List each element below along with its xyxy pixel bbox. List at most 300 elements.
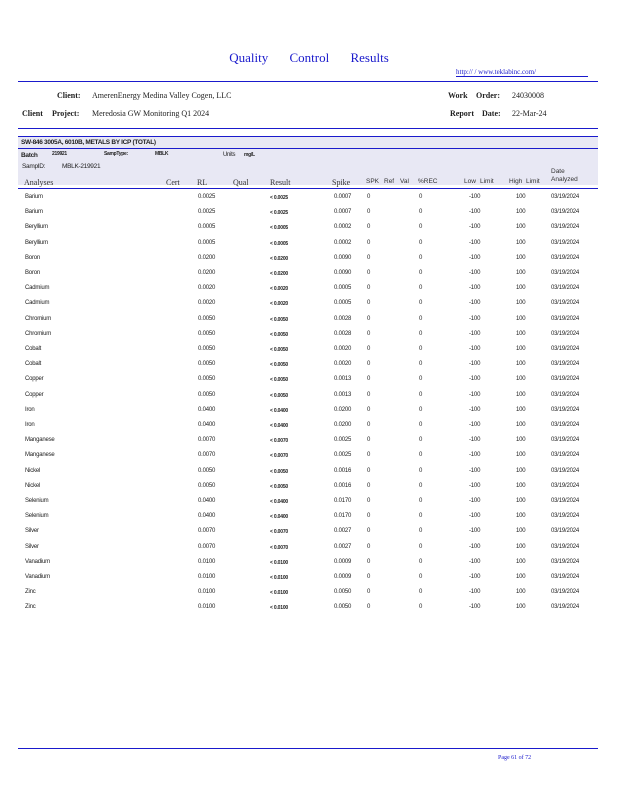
cell-spk: 0 — [367, 543, 371, 550]
cell-spike: 0.0020 — [334, 346, 352, 352]
cell-spike: 0.0020 — [334, 361, 352, 368]
cell-result: < 0.0050 — [270, 316, 289, 323]
col-rec: %REC — [418, 178, 438, 185]
cell-rl: 0.0100 — [198, 604, 216, 611]
cell-high-limit: 100 — [516, 452, 526, 459]
cell-rl: 0.0025 — [198, 209, 216, 216]
cell-result: < 0.0100 — [270, 605, 289, 612]
cell-high-limit: 100 — [516, 239, 526, 246]
cell-spk: 0 — [367, 194, 371, 200]
cell-result: < 0.0050 — [270, 483, 289, 490]
samptype-value: MBLK — [155, 151, 169, 157]
cell-spk: 0 — [367, 406, 371, 413]
cell-spike: 0.0170 — [334, 513, 352, 520]
cell-low-limit: -100 — [469, 422, 481, 428]
cell-high-limit: 100 — [516, 270, 526, 276]
cell-analyte: Silver — [25, 543, 39, 550]
cell-spike: 0.0200 — [334, 422, 352, 428]
cell-rl: 0.0050 — [198, 361, 216, 368]
table-row — [0, 544, 618, 559]
cell-result: < 0.0100 — [270, 575, 289, 581]
table-row — [0, 224, 618, 239]
samptype-label: SampType: — [104, 151, 128, 157]
cell-date-analyzed: 03/19/2024 — [551, 346, 580, 352]
cell-rl: 0.0070 — [198, 452, 216, 459]
client-value: AmerenEnergy Medina Valley Cogen, LLC — [92, 91, 232, 100]
cell-result: < 0.0400 — [270, 499, 289, 505]
cell-high-limit: 100 — [516, 498, 526, 504]
cell-low-limit: -100 — [469, 589, 481, 596]
cell-low-limit: -100 — [469, 270, 481, 276]
cell-rec: 0 — [419, 604, 423, 611]
table-row — [0, 437, 618, 452]
table-row — [0, 407, 618, 422]
table-row — [0, 604, 618, 619]
cell-high-limit: 100 — [516, 437, 526, 444]
cell-analyte: Copper — [25, 391, 44, 398]
cell-analyte: Vanadium — [25, 574, 50, 580]
client-label: Client: — [57, 91, 81, 100]
cell-rec: 0 — [419, 452, 423, 459]
cell-date-analyzed: 03/19/2024 — [551, 300, 580, 307]
cell-rec: 0 — [419, 589, 423, 596]
units-value: mg/L — [244, 152, 255, 158]
cell-analyte: Zinc — [25, 604, 36, 611]
cell-rec: 0 — [419, 482, 423, 489]
cell-spk: 0 — [367, 574, 371, 580]
table-row — [0, 589, 618, 604]
cell-low-limit: -100 — [469, 528, 481, 535]
sampid-value: MBLK-219921 — [62, 163, 101, 170]
report-label: Report — [450, 109, 474, 118]
col-cert: Cert — [166, 178, 180, 187]
cell-spk: 0 — [367, 437, 371, 444]
cell-rec: 0 — [419, 391, 423, 398]
cell-spk: 0 — [367, 422, 371, 428]
cell-low-limit: -100 — [469, 239, 481, 246]
table-row — [0, 452, 618, 467]
cell-low-limit: -100 — [469, 558, 481, 565]
table-row — [0, 498, 618, 513]
cell-high-limit: 100 — [516, 285, 526, 292]
header-divider — [18, 81, 598, 82]
cell-rec: 0 — [419, 239, 423, 246]
cell-analyte: Boron — [25, 270, 41, 276]
cell-analyte: Beryllium — [25, 239, 48, 246]
cell-rl: 0.0070 — [198, 543, 216, 550]
cell-rl: 0.0100 — [198, 589, 216, 596]
lab-url-link[interactable]: http:// / www.teklabinc.com/ — [456, 68, 588, 77]
cell-spk: 0 — [367, 361, 371, 368]
table-row — [0, 209, 618, 224]
cell-rec: 0 — [419, 422, 423, 428]
cell-analyte: Cobalt — [25, 346, 42, 352]
cell-rl: 0.0070 — [198, 528, 216, 535]
cell-analyte: Nickel — [25, 482, 41, 489]
table-row — [0, 194, 618, 209]
cell-rl: 0.0050 — [198, 467, 216, 474]
col-low-limit: Limit — [480, 178, 494, 185]
cell-result: < 0.0400 — [270, 407, 289, 414]
cell-low-limit: -100 — [469, 543, 481, 550]
cell-spike: 0.0025 — [334, 452, 352, 459]
columns-divider — [18, 188, 598, 189]
cell-spk: 0 — [367, 270, 371, 276]
cell-rec: 0 — [419, 315, 423, 322]
cell-spike: 0.0050 — [334, 604, 352, 611]
method-title: SW-846 3005A, 6010B, METALS BY ICP (TOTAL) — [21, 139, 156, 146]
cell-result: < 0.0020 — [270, 286, 289, 293]
project-label: Project: — [52, 109, 80, 118]
cell-result: < 0.0020 — [270, 301, 289, 308]
cell-low-limit: -100 — [469, 254, 481, 261]
cell-analyte: Cadmium — [25, 300, 50, 307]
cell-analyte: Chromium — [25, 315, 52, 322]
cell-low-limit: -100 — [469, 194, 481, 200]
cell-spike: 0.0090 — [334, 270, 352, 276]
cell-result: < 0.0070 — [270, 438, 289, 445]
table-row — [0, 483, 618, 498]
cell-high-limit: 100 — [516, 406, 526, 413]
cell-date-analyzed: 03/19/2024 — [551, 239, 580, 246]
cell-low-limit: -100 — [469, 452, 481, 459]
cell-rl: 0.0050 — [198, 330, 216, 337]
cell-analyte: Vanadium — [25, 558, 50, 565]
cell-high-limit: 100 — [516, 224, 526, 231]
cell-rec: 0 — [419, 254, 423, 261]
cell-low-limit: -100 — [469, 285, 481, 292]
date-label: Date: — [482, 109, 501, 118]
cell-date-analyzed: 03/19/2024 — [551, 422, 580, 428]
cell-rl: 0.0050 — [198, 482, 216, 489]
table-row — [0, 392, 618, 407]
cell-result: < 0.0005 — [270, 225, 289, 232]
cell-low-limit: -100 — [469, 361, 481, 368]
cell-rec: 0 — [419, 224, 423, 231]
cell-high-limit: 100 — [516, 513, 526, 520]
cell-high-limit: 100 — [516, 482, 526, 489]
sampid-label: SampID: — [22, 163, 46, 170]
table-row — [0, 513, 618, 528]
cell-spk: 0 — [367, 498, 371, 504]
cell-analyte: Iron — [25, 406, 35, 413]
cell-spike: 0.0050 — [334, 589, 352, 596]
table-row — [0, 528, 618, 543]
col-rl: RL — [197, 178, 208, 187]
cell-low-limit: -100 — [469, 467, 481, 474]
cell-rec: 0 — [419, 376, 423, 383]
cell-date-analyzed: 03/19/2024 — [551, 194, 580, 200]
table-row — [0, 331, 618, 346]
cell-rl: 0.0400 — [198, 406, 216, 413]
cell-high-limit: 100 — [516, 376, 526, 383]
cell-spike: 0.0007 — [334, 209, 352, 216]
cell-rl: 0.0005 — [198, 239, 216, 246]
cell-date-analyzed: 03/19/2024 — [551, 376, 580, 383]
table-row — [0, 240, 618, 255]
table-row — [0, 346, 618, 361]
cell-spk: 0 — [367, 254, 371, 261]
cell-result: < 0.0050 — [270, 392, 289, 399]
title-word-results: Results — [350, 50, 389, 65]
cell-spk: 0 — [367, 300, 371, 307]
cell-rl: 0.0050 — [198, 346, 216, 352]
cell-rl: 0.0070 — [198, 437, 216, 444]
cell-high-limit: 100 — [516, 209, 526, 216]
cell-spk: 0 — [367, 315, 371, 322]
footer-divider — [18, 748, 598, 749]
cell-spk: 0 — [367, 346, 371, 352]
cell-spike: 0.0007 — [334, 194, 352, 200]
cell-spike: 0.0005 — [334, 285, 352, 292]
cell-result: < 0.0050 — [270, 331, 289, 338]
cell-low-limit: -100 — [469, 346, 481, 352]
cell-spike: 0.0025 — [334, 437, 352, 444]
cell-rl: 0.0100 — [198, 558, 216, 565]
cell-result: < 0.0005 — [270, 240, 289, 247]
cell-spk: 0 — [367, 391, 371, 398]
cell-rl: 0.0200 — [198, 270, 216, 276]
cell-analyte: Silver — [25, 528, 39, 535]
cell-date-analyzed: 03/19/2024 — [551, 224, 580, 231]
cell-spike: 0.0005 — [334, 300, 352, 307]
cell-date-analyzed: 03/19/2024 — [551, 270, 580, 276]
col-analyzed: Analyzed — [551, 176, 578, 183]
table-row — [0, 376, 618, 391]
cell-rec: 0 — [419, 574, 423, 580]
cell-high-limit: 100 — [516, 558, 526, 565]
cell-analyte: Nickel — [25, 467, 41, 474]
cell-spike: 0.0028 — [334, 315, 352, 322]
cell-high-limit: 100 — [516, 543, 526, 550]
col-ref: Ref — [384, 178, 395, 185]
cell-date-analyzed: 03/19/2024 — [551, 482, 580, 489]
cell-analyte: Barium — [25, 194, 43, 200]
cell-spk: 0 — [367, 330, 371, 337]
cell-spk: 0 — [367, 224, 371, 231]
col-qual: Qual — [233, 178, 249, 187]
cell-rl: 0.0005 — [198, 224, 216, 231]
cell-high-limit: 100 — [516, 330, 526, 337]
cell-high-limit: 100 — [516, 300, 526, 307]
cell-date-analyzed: 03/19/2024 — [551, 574, 580, 580]
table-row — [0, 285, 618, 300]
cell-spike: 0.0009 — [334, 558, 352, 565]
cell-result: < 0.0050 — [270, 468, 289, 475]
cell-low-limit: -100 — [469, 498, 481, 504]
cell-spike: 0.0028 — [334, 330, 352, 337]
cell-date-analyzed: 03/19/2024 — [551, 513, 580, 520]
cell-result: < 0.0070 — [270, 529, 289, 536]
cell-spike: 0.0013 — [334, 391, 352, 398]
table-row — [0, 559, 618, 574]
units-label: Units — [223, 152, 236, 158]
cell-low-limit: -100 — [469, 482, 481, 489]
cell-result: < 0.0400 — [270, 514, 289, 521]
cell-date-analyzed: 03/19/2024 — [551, 558, 580, 565]
cell-rec: 0 — [419, 498, 423, 504]
cell-rl: 0.0400 — [198, 513, 216, 520]
cell-rec: 0 — [419, 558, 423, 565]
cell-analyte: Cadmium — [25, 285, 50, 292]
cell-spike: 0.0027 — [334, 528, 352, 535]
cell-date-analyzed: 03/19/2024 — [551, 285, 580, 292]
cell-analyte: Chromium — [25, 330, 52, 337]
cell-rec: 0 — [419, 270, 423, 276]
cell-result: < 0.0025 — [270, 210, 289, 217]
cell-date-analyzed: 03/19/2024 — [551, 528, 580, 535]
table-row — [0, 255, 618, 270]
cell-spk: 0 — [367, 376, 371, 383]
col-result: Result — [270, 178, 291, 187]
cell-date-analyzed: 03/19/2024 — [551, 452, 580, 459]
cell-result: < 0.0400 — [270, 423, 289, 429]
cell-spk: 0 — [367, 467, 371, 474]
cell-analyte: Boron — [25, 254, 41, 261]
cell-spk: 0 — [367, 239, 371, 246]
cell-analyte: Selenium — [25, 498, 49, 504]
cell-rl: 0.0050 — [198, 315, 216, 322]
col-spike: Spike — [332, 178, 351, 187]
col-low: Low — [464, 178, 476, 185]
cell-spike: 0.0002 — [334, 224, 352, 231]
cell-analyte: Barium — [25, 209, 43, 216]
cell-spk: 0 — [367, 452, 371, 459]
cell-high-limit: 100 — [516, 346, 526, 352]
cell-date-analyzed: 03/19/2024 — [551, 315, 580, 322]
cell-spike: 0.0170 — [334, 498, 352, 504]
cell-date-analyzed: 03/19/2024 — [551, 391, 580, 398]
section-divider — [18, 128, 598, 129]
cell-date-analyzed: 03/19/2024 — [551, 361, 580, 368]
cell-date-analyzed: 03/19/2024 — [551, 589, 580, 596]
cell-high-limit: 100 — [516, 467, 526, 474]
cell-date-analyzed: 03/19/2024 — [551, 604, 580, 611]
cell-high-limit: 100 — [516, 422, 526, 428]
col-high: High — [509, 178, 523, 185]
cell-rec: 0 — [419, 406, 423, 413]
cell-rec: 0 — [419, 330, 423, 337]
cell-spike: 0.0027 — [334, 543, 352, 550]
cell-result: < 0.0050 — [270, 347, 289, 353]
work-label: Work — [448, 91, 468, 100]
cell-result: < 0.0100 — [270, 559, 289, 566]
cell-high-limit: 100 — [516, 604, 526, 611]
cell-result: < 0.0050 — [270, 362, 289, 369]
table-row — [0, 316, 618, 331]
table-row — [0, 422, 618, 437]
cell-spk: 0 — [367, 482, 371, 489]
batch-label: Batch — [21, 152, 38, 159]
cell-low-limit: -100 — [469, 209, 481, 216]
cell-rec: 0 — [419, 346, 423, 352]
cell-spk: 0 — [367, 558, 371, 565]
cell-rl: 0.0025 — [198, 194, 216, 200]
cell-spike: 0.0002 — [334, 239, 352, 246]
cell-rec: 0 — [419, 209, 423, 216]
batch-value: 219921 — [52, 151, 67, 157]
cell-rl: 0.0050 — [198, 376, 216, 383]
table-row — [0, 361, 618, 376]
cell-high-limit: 100 — [516, 589, 526, 596]
cell-spike: 0.0016 — [334, 467, 352, 474]
cell-date-analyzed: 03/19/2024 — [551, 406, 580, 413]
cell-analyte: Copper — [25, 376, 44, 383]
cell-rec: 0 — [419, 513, 423, 520]
cell-rl: 0.0020 — [198, 285, 216, 292]
cell-result: < 0.0070 — [270, 453, 289, 460]
cell-high-limit: 100 — [516, 254, 526, 261]
cell-high-limit: 100 — [516, 361, 526, 368]
cell-rec: 0 — [419, 194, 423, 200]
cell-analyte: Manganese — [25, 452, 55, 459]
cell-low-limit: -100 — [469, 300, 481, 307]
cell-spike: 0.0013 — [334, 376, 352, 383]
cell-analyte: Selenium — [25, 513, 49, 520]
cell-date-analyzed: 03/19/2024 — [551, 330, 580, 337]
cell-low-limit: -100 — [469, 224, 481, 231]
cell-date-analyzed: 03/19/2024 — [551, 254, 580, 261]
cell-rl: 0.0400 — [198, 498, 216, 504]
cell-low-limit: -100 — [469, 406, 481, 413]
cell-analyte: Manganese — [25, 437, 55, 444]
cell-low-limit: -100 — [469, 574, 481, 580]
cell-result: < 0.0200 — [270, 271, 289, 277]
cell-high-limit: 100 — [516, 391, 526, 398]
cell-analyte: Iron — [25, 422, 35, 428]
cell-spk: 0 — [367, 513, 371, 520]
cell-spike: 0.0200 — [334, 406, 352, 413]
cell-result: < 0.0070 — [270, 544, 289, 551]
title-word-quality: Quality — [229, 50, 269, 65]
project-value: Meredosia GW Monitoring Q1 2024 — [92, 109, 210, 118]
page-number: Page 61 of 72 — [498, 755, 532, 761]
cell-rec: 0 — [419, 300, 423, 307]
col-high-limit: Limit — [526, 178, 540, 185]
cell-high-limit: 100 — [516, 528, 526, 535]
cell-rl: 0.0020 — [198, 300, 216, 307]
cell-result: < 0.0100 — [270, 590, 289, 597]
order-label: Order: — [476, 91, 500, 100]
cell-rl: 0.0100 — [198, 574, 216, 580]
cell-date-analyzed: 03/19/2024 — [551, 498, 580, 504]
report-date-value: 22-Mar-24 — [512, 109, 547, 118]
cell-spk: 0 — [367, 589, 371, 596]
col-spk: SPK — [366, 178, 380, 185]
cell-high-limit: 100 — [516, 315, 526, 322]
cell-spk: 0 — [367, 285, 371, 292]
cell-low-limit: -100 — [469, 376, 481, 383]
cell-date-analyzed: 03/19/2024 — [551, 543, 580, 550]
cell-high-limit: 100 — [516, 194, 526, 200]
cell-date-analyzed: 03/19/2024 — [551, 209, 580, 216]
cell-analyte: Beryllium — [25, 224, 48, 231]
cell-low-limit: -100 — [469, 391, 481, 398]
cell-result: < 0.0200 — [270, 255, 289, 262]
cell-spk: 0 — [367, 604, 371, 611]
cell-low-limit: -100 — [469, 604, 481, 611]
report-title — [0, 50, 618, 66]
cell-low-limit: -100 — [469, 437, 481, 444]
cell-result: < 0.0050 — [270, 377, 289, 384]
method-divider — [18, 148, 598, 149]
cell-rl: 0.0200 — [198, 254, 216, 261]
cell-rl: 0.0050 — [198, 391, 216, 398]
cell-rec: 0 — [419, 543, 423, 550]
cell-date-analyzed: 03/19/2024 — [551, 437, 580, 444]
cell-spike: 0.0009 — [334, 574, 352, 580]
table-row — [0, 574, 618, 589]
